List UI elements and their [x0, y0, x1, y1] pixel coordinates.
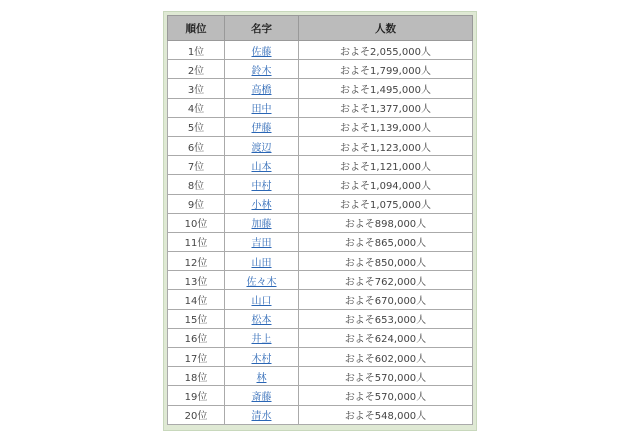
- surname-link[interactable]: 渡辺: [251, 142, 272, 154]
- surname-link[interactable]: 山本: [251, 161, 272, 173]
- surname-cell: [225, 290, 299, 309]
- count-cell: およそ1,377,000人: [299, 98, 473, 117]
- surname-link[interactable]: 伊藤: [251, 123, 272, 135]
- count-cell: およそ865,000人: [299, 232, 473, 251]
- surname-link[interactable]: 鈴木: [251, 65, 272, 77]
- rank-cell: 19位: [168, 386, 225, 405]
- surname-cell: [225, 405, 299, 424]
- surname-cell: [225, 60, 299, 79]
- surname-cell: [225, 136, 299, 155]
- count-cell: およそ2,055,000人: [299, 41, 473, 60]
- rank-cell: 18位: [168, 367, 225, 386]
- rank-cell: 2位: [168, 60, 225, 79]
- count-cell: およそ653,000人: [299, 309, 473, 328]
- rank-cell: 3位: [168, 79, 225, 98]
- rank-cell: 9位: [168, 194, 225, 213]
- count-cell: およそ1,121,000人: [299, 156, 473, 175]
- table-row: [168, 271, 473, 290]
- surname-cell: [225, 117, 299, 136]
- count-cell: およそ1,094,000人: [299, 175, 473, 194]
- table-row: [168, 309, 473, 328]
- table-row: [168, 232, 473, 251]
- rank-cell: 10位: [168, 213, 225, 232]
- surname-link[interactable]: 吉田: [251, 238, 272, 250]
- surname-cell: [225, 79, 299, 98]
- surname-cell: [225, 98, 299, 117]
- surname-cell: [225, 252, 299, 271]
- surname-link[interactable]: 山口: [251, 296, 272, 308]
- surname-cell: [225, 367, 299, 386]
- surname-link[interactable]: 田中: [251, 104, 272, 116]
- surname-link[interactable]: 加藤: [251, 219, 272, 231]
- surname-cell: [225, 386, 299, 405]
- rank-cell: 8位: [168, 175, 225, 194]
- count-cell: およそ762,000人: [299, 271, 473, 290]
- count-cell: およそ548,000人: [299, 405, 473, 424]
- table-row: [168, 98, 473, 117]
- count-cell: およそ624,000人: [299, 328, 473, 347]
- rank-cell: 16位: [168, 328, 225, 347]
- rank-cell: 1位: [168, 41, 225, 60]
- count-cell: およそ1,799,000人: [299, 60, 473, 79]
- table-row: [168, 386, 473, 405]
- count-cell: およそ850,000人: [299, 252, 473, 271]
- count-cell: およそ1,123,000人: [299, 136, 473, 155]
- rank-cell: 13位: [168, 271, 225, 290]
- surname-link[interactable]: 中村: [251, 180, 272, 192]
- surname-link[interactable]: 小林: [251, 200, 272, 212]
- rank-cell: 11位: [168, 232, 225, 251]
- rank-cell: 7位: [168, 156, 225, 175]
- rank-cell: 5位: [168, 117, 225, 136]
- surname-cell: [225, 156, 299, 175]
- rank-cell: 17位: [168, 348, 225, 367]
- surname-cell: [225, 175, 299, 194]
- surname-ranking-table: [167, 15, 473, 425]
- surname-link[interactable]: 松本: [251, 315, 272, 327]
- header-surname: 名字: [225, 16, 299, 41]
- count-cell: およそ570,000人: [299, 386, 473, 405]
- surname-cell: [225, 232, 299, 251]
- count-cell: およそ602,000人: [299, 348, 473, 367]
- surname-cell: [225, 271, 299, 290]
- surname-link[interactable]: 佐藤: [251, 46, 272, 58]
- surname-link[interactable]: 清水: [251, 411, 272, 423]
- surname-cell: [225, 348, 299, 367]
- rank-cell: 20位: [168, 405, 225, 424]
- count-cell: およそ670,000人: [299, 290, 473, 309]
- surname-link[interactable]: 山田: [251, 257, 272, 269]
- surname-cell: [225, 41, 299, 60]
- count-cell: およそ898,000人: [299, 213, 473, 232]
- surname-cell: [225, 309, 299, 328]
- surname-link[interactable]: 佐々木: [246, 276, 277, 288]
- header-count: 人数: [299, 16, 473, 41]
- table-row: [168, 252, 473, 271]
- table-row: [168, 290, 473, 309]
- surname-cell: [225, 328, 299, 347]
- count-cell: およそ1,139,000人: [299, 117, 473, 136]
- surname-cell: [225, 213, 299, 232]
- table-row: [168, 117, 473, 136]
- rank-cell: 4位: [168, 98, 225, 117]
- rank-cell: 15位: [168, 309, 225, 328]
- table-row: [168, 213, 473, 232]
- table-row: [168, 175, 473, 194]
- table-row: [168, 79, 473, 98]
- table-row: [168, 136, 473, 155]
- table-row: [168, 156, 473, 175]
- table-row: [168, 405, 473, 424]
- rank-cell: 14位: [168, 290, 225, 309]
- table-header-row: [168, 16, 473, 41]
- table-row: [168, 367, 473, 386]
- surname-link[interactable]: 林: [256, 372, 267, 384]
- surname-cell: [225, 194, 299, 213]
- table-row: [168, 41, 473, 60]
- count-cell: およそ570,000人: [299, 367, 473, 386]
- surname-link[interactable]: 高橋: [251, 84, 272, 96]
- header-rank: 順位: [168, 16, 225, 41]
- surname-link[interactable]: 斎藤: [251, 391, 272, 403]
- count-cell: およそ1,075,000人: [299, 194, 473, 213]
- surname-link[interactable]: 木村: [251, 353, 272, 365]
- table-row: [168, 60, 473, 79]
- surname-link[interactable]: 井上: [251, 334, 272, 346]
- table-row: [168, 194, 473, 213]
- table-row: [168, 348, 473, 367]
- table-row: [168, 328, 473, 347]
- count-cell: およそ1,495,000人: [299, 79, 473, 98]
- rank-cell: 12位: [168, 252, 225, 271]
- rank-cell: 6位: [168, 136, 225, 155]
